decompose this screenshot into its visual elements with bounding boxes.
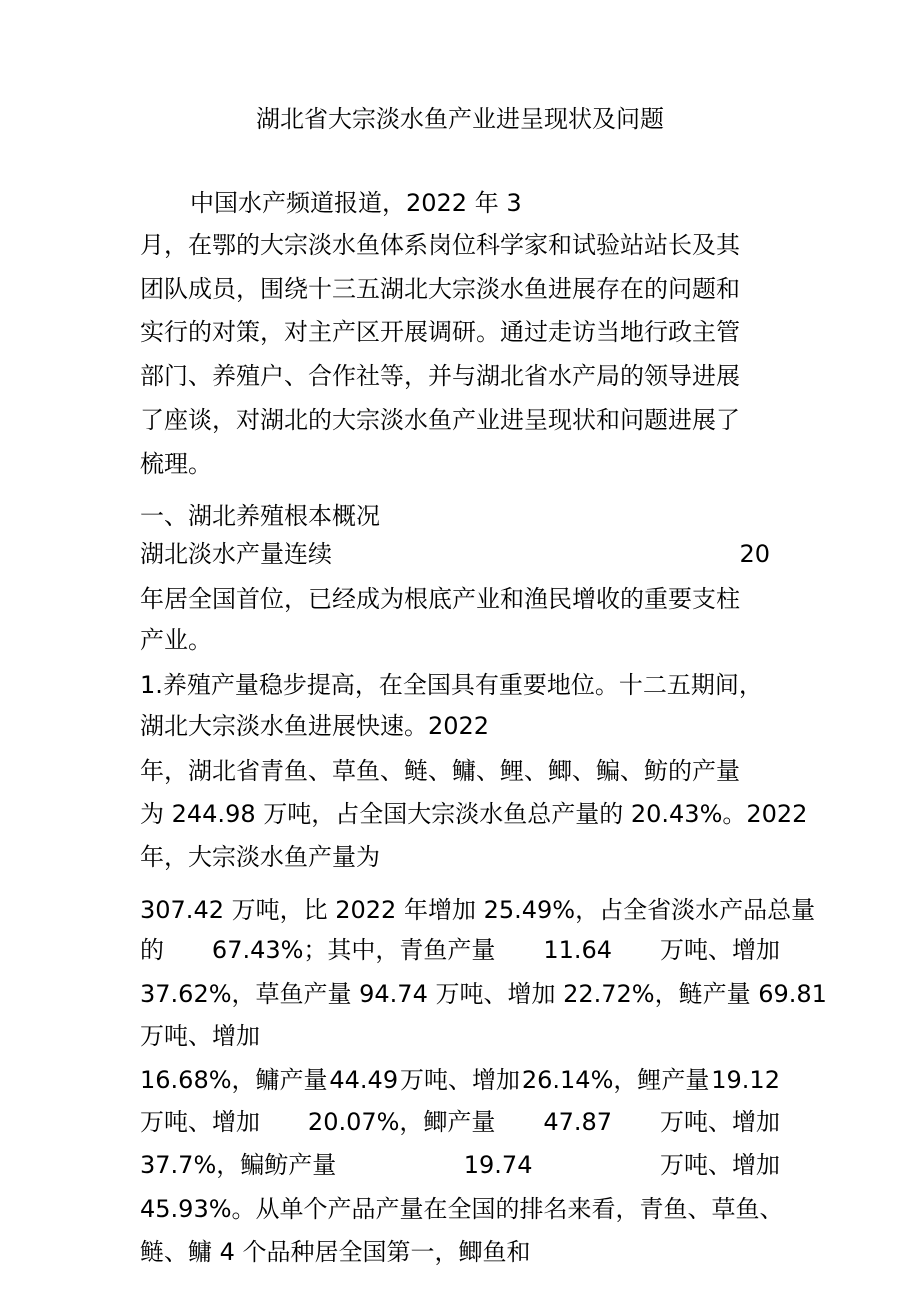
section-line-3: 产业。 [140,626,212,654]
item-line-11-b: 20.07%，鲫产量 [307,1108,496,1136]
item-line-5: 年，大宗淡水鱼产量为 [140,843,380,871]
section-line-2: 年居全国首位，已经成为根底产业和渔民增收的重要支柱 [140,585,740,613]
item-line-6: 307.42 万吨，比 2022 年增加 25.49%，占全省淡水产品总量 [140,896,816,924]
item-line-10-a: 16.68%，鳙产量 [140,1066,328,1094]
item-line-14: 鲢、鳙 4 个品种居全国第一，鲫鱼和 [140,1238,531,1266]
item-line-10-e: 19.12 [711,1066,780,1094]
section-line-1 [140,539,770,569]
item-line-10-d: 26.14%，鲤产量 [521,1066,710,1094]
item-line-13: 45.93%。从单个产品产量在全国的排名来看，青鱼、草鱼、 [140,1195,784,1223]
item-line-7-a: 的 [140,936,164,964]
item-line-3: 年，湖北省青鱼、草鱼、鲢、鳙、鲤、鲫、鳊、鲂的产量 [140,757,740,785]
item-line-10-b: 44.49 [329,1066,399,1094]
section-heading: 一、湖北养殖根本概况 [140,502,380,530]
item-line-11-c: 47.87 [543,1108,613,1136]
section-line-1-right: 20 [739,540,770,568]
item-line-11-d: 万吨、增加 [660,1108,780,1136]
item-line-11 [140,1107,780,1137]
item-line-10-c: 万吨、增加 [399,1066,520,1094]
item-line-11-a: 万吨、增加 [140,1108,260,1136]
section-line-1-left: 湖北淡水产量连续 [140,540,332,568]
intro-line-4: 实行的对策，对主产区开展调研。通过走访当地行政主管 [140,318,740,346]
intro-line-6: 了座谈，对湖北的大宗淡水鱼产业进呈现状和问题进展了 [140,406,740,434]
item-line-12-c: 万吨、增加 [660,1151,780,1179]
document-title: 湖北省大宗淡水鱼产业进呈现状及问题 [256,105,664,133]
intro-line-5: 部门、养殖户、合作社等，并与湖北省水产局的领导进展 [140,362,740,390]
item-line-9: 万吨、增加 [140,1022,260,1050]
intro-line-7: 梳理。 [140,450,212,478]
item-line-7-c: 11.64 [543,936,613,964]
item-line-7-b: 67.43%；其中，青鱼产量 [211,936,496,964]
item-line-2: 湖北大宗淡水鱼进展快速。2022 [140,712,490,740]
intro-line-3: 团队成员，围绕十三五湖北大宗淡水鱼进展存在的问题和 [140,275,740,303]
item-line-12-a: 37.7%，鳊鲂产量 [140,1151,337,1179]
item-line-4: 为 244.98 万吨，占全国大宗淡水鱼总产量的 20.43%。2022 [140,800,808,828]
item-line-7-d: 万吨、增加 [660,936,780,964]
item-line-1: 1.养殖产量稳步提高，在全国具有重要地位。十二五期间， [140,671,763,699]
item-line-12 [140,1150,780,1180]
item-line-10 [140,1065,780,1095]
item-line-12-b: 19.74 [463,1151,533,1179]
item-line-8: 37.62%，草鱼产量 94.74 万吨、增加 22.72%，鲢产量 69.81 [140,980,827,1008]
intro-line-1: 中国水产频道报道，2022 年 3 [190,189,522,217]
intro-line-2: 月，在鄂的大宗淡水鱼体系岗位科学家和试验站站长及其 [140,231,740,259]
item-line-7 [140,935,780,965]
